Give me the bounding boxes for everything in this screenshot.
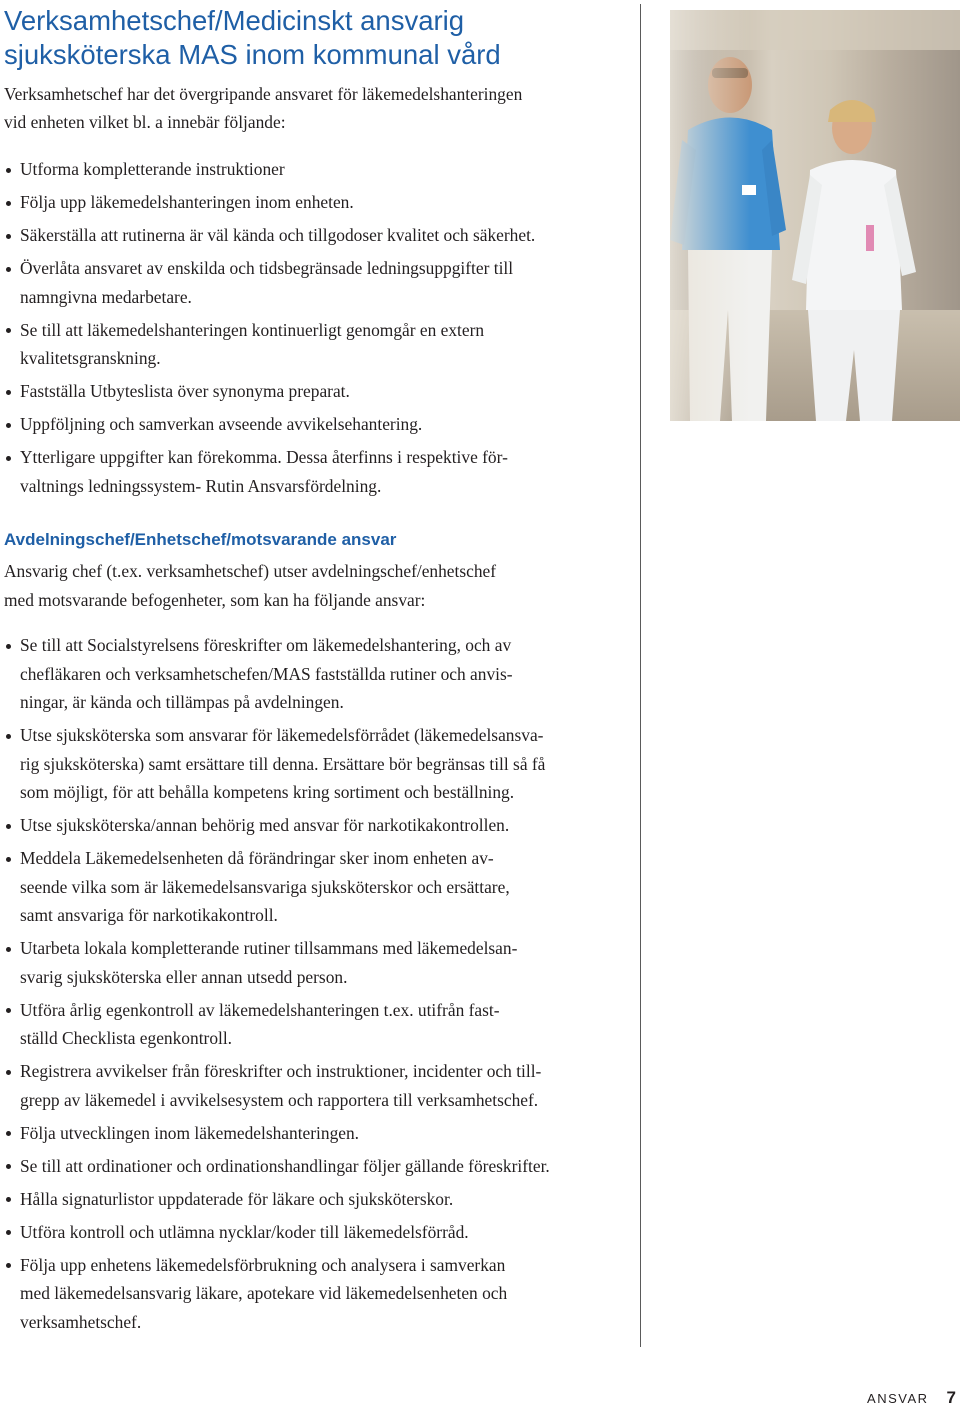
nurses-illustration <box>670 10 960 421</box>
list-item <box>4 1218 644 1247</box>
list-item-line: namngivna medarbetare. <box>20 286 192 307</box>
list-item-line: Registrera avvikelser från föreskrifter och instruktioner, incidenter och till- <box>20 1061 542 1081</box>
column-divider <box>640 4 641 1347</box>
footer-section-label: ANSVAR <box>867 1391 929 1406</box>
nurses-photo <box>670 10 960 421</box>
responsibility-list-verksamhetschef <box>4 155 644 505</box>
list-item-line: Följa upp läkemedelshanteringen inom enheten. <box>20 192 354 212</box>
list-item-line: Säkerställa att rutinerna är väl kända och tillgodoser kvalitet och säkerhet. <box>20 225 536 245</box>
list-item-line: Utse sjuksköterska/annan behörig med ansvar för narkotikakontrollen. <box>20 815 510 835</box>
title-line: Verksamhetschef/Medicinskt ansvarig <box>4 5 465 36</box>
list-item <box>4 410 644 439</box>
list-item-line: Utforma kompletterande instruktioner <box>20 159 285 179</box>
section-intro-line: Ansvarig chef (t.ex. verksamhetschef) utser avdelningschef/enhetschef <box>4 561 497 581</box>
section-heading: Avdelningschef/Enhetschef/motsvarande ansvar <box>4 530 397 549</box>
list-item-line: grepp av läkemedel i avvikelsesystem och rapportera till verksamhetschef. <box>20 1089 539 1110</box>
list-item-line: chefläkaren och verksamhetschefen/MAS fastställda rutiner och anvis- <box>20 663 513 684</box>
list-item-line: Se till att Socialstyrelsens föreskrifter om läkemedelshantering, och av <box>20 635 512 655</box>
list-item-line: seende vilka som är läkemedelsansvariga sjuksköterskor och ersättare, <box>20 876 510 897</box>
section-intro-line: med motsvarande befogenheter, som kan ha följande ansvar: <box>4 590 426 610</box>
list-item-line: ningar, är kända och tillämpas på avdelningen. <box>20 692 344 712</box>
list-item-line: verksamhetschef. <box>20 1311 142 1332</box>
list-item <box>4 1185 644 1214</box>
list-item <box>4 1119 644 1148</box>
list-item-line: svarig sjuksköterska eller annan utsedd person. <box>20 966 348 987</box>
list-item-line: valtnings ledningssystem- Rutin Ansvarsfördelning. <box>20 475 382 496</box>
list-item <box>4 155 644 184</box>
list-item-line: kvalitetsgranskning. <box>20 348 161 368</box>
list-item-line: samt ansvariga för narkotikakontroll. <box>20 905 278 925</box>
page-number: 7 <box>946 1388 956 1407</box>
list-item <box>4 1057 644 1114</box>
intro-line: Verksamhetschef har det övergripande ansvaret för läkemedelshanteringen <box>4 84 523 104</box>
list-item <box>4 844 644 930</box>
list-item-line: Utföra kontroll och utlämna nycklar/koder till läkemedelsförråd. <box>20 1221 469 1242</box>
section-intro-paragraph <box>4 557 634 615</box>
list-item <box>4 996 644 1053</box>
list-item <box>4 221 644 250</box>
list-item <box>4 377 644 406</box>
list-item-line: Följa upp enhetens läkemedelsförbrukning och analysera i samverkan <box>20 1254 506 1275</box>
title-line: sjuksköterska MAS inom kommunal vård <box>4 39 501 70</box>
page-footer <box>867 1388 956 1408</box>
list-item <box>4 254 644 311</box>
list-item <box>4 443 644 500</box>
list-item <box>4 811 644 840</box>
list-item-line: Fastställa Utbyteslista över synonyma preparat. <box>20 381 350 401</box>
list-item-line: ställd Checklista egenkontroll. <box>20 1028 233 1048</box>
list-item <box>4 934 644 991</box>
list-item-line: Hålla signaturlistor uppdaterade för läkare och sjuksköterskor. <box>20 1188 454 1209</box>
list-item-line: Överlåta ansvaret av enskilda och tidsbegränsade ledningsuppgifter till <box>20 258 514 278</box>
list-item-line: Meddela Läkemedelsenheten då förändringar sker inom enheten av- <box>20 848 494 868</box>
responsibility-list-avdelningschef <box>4 631 644 1341</box>
list-item-line: rig sjuksköterska) samt ersättare till denna. Ersättare bör begränsas till så få <box>20 753 546 774</box>
page-title <box>4 4 634 72</box>
motion-blur-overlay <box>670 10 750 421</box>
list-item <box>4 631 644 717</box>
list-item-line: som möjligt, för att behålla kompetens kring sortiment och beställning. <box>20 782 515 802</box>
list-item-line: Utse sjuksköterska som ansvarar för läkemedelsförrådet (läkemedelsansva- <box>20 725 544 745</box>
list-item <box>4 188 644 217</box>
list-item <box>4 316 644 373</box>
list-item-line: Se till att läkemedelshanteringen kontinuerligt genomgår en extern <box>20 319 485 340</box>
intro-line: vid enheten vilket bl. a innebär följande: <box>4 112 286 132</box>
list-item-line: Utföra årlig egenkontroll av läkemedelshanteringen t.ex. utifrån fast- <box>20 999 500 1020</box>
intro-paragraph <box>4 80 634 136</box>
list-item <box>4 1152 644 1181</box>
list-item-line: Ytterligare uppgifter kan förekomma. Dessa återfinns i respektive för- <box>20 447 508 467</box>
list-item-line: med läkemedelsansvarig läkare, apotekare vid läkemedelsenheten och <box>20 1283 508 1303</box>
list-item-line: Se till att ordinationer och ordinationshandlingar följer gällande föreskrifter. <box>20 1155 550 1176</box>
list-item-line: Följa utvecklingen inom läkemedelshanteringen. <box>20 1122 360 1143</box>
list-item <box>4 721 644 807</box>
list-item <box>4 1251 644 1337</box>
list-item-line: Uppföljning och samverkan avseende avvikelsehantering. <box>20 414 423 434</box>
list-item-line: Utarbeta lokala kompletterande rutiner tillsammans med läkemedelsan- <box>20 938 518 958</box>
